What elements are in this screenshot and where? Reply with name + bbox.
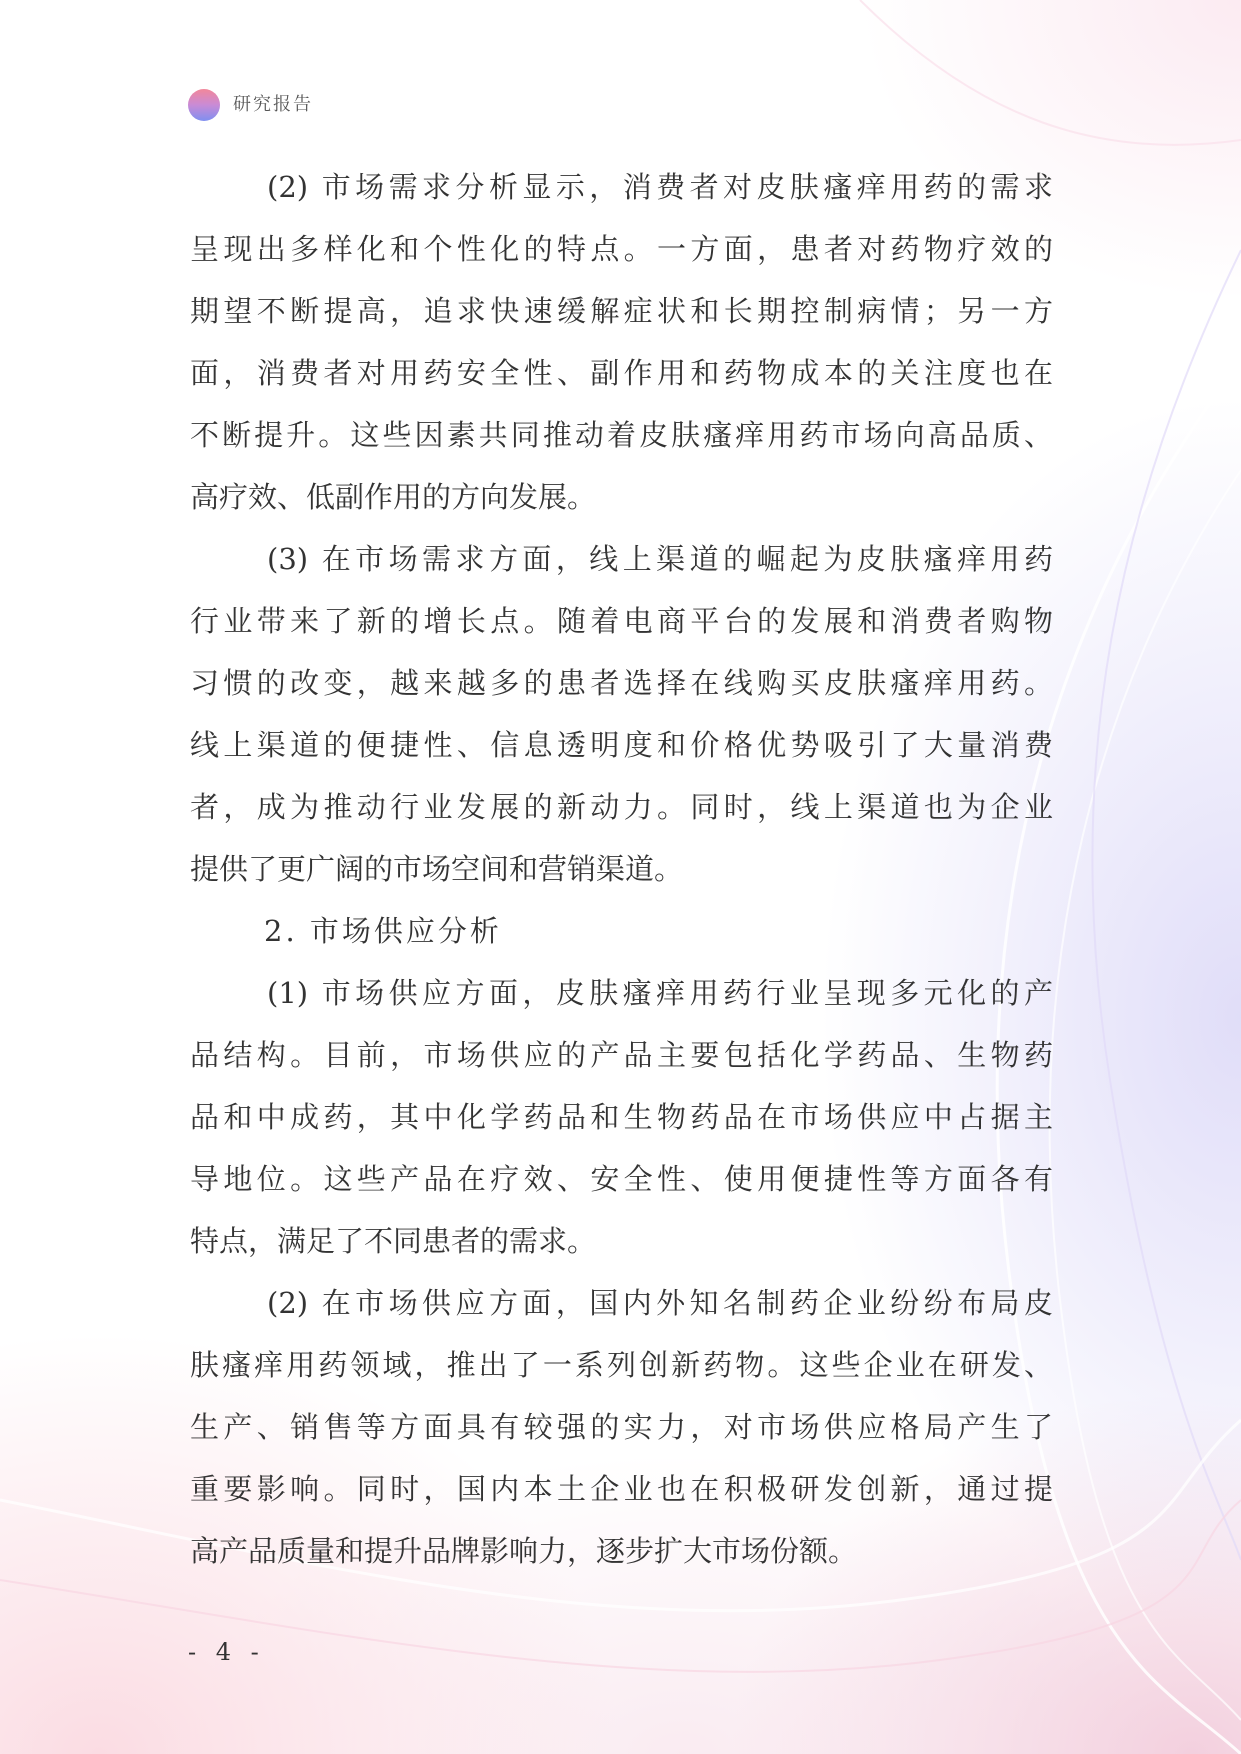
- header-title: 研究报告: [233, 94, 313, 115]
- text-line: 线上渠道的便捷性、信息透明度和价格优势吸引了大量消费: [190, 728, 1053, 762]
- text-line: 高疗效、低副作用的方向发展。: [190, 480, 597, 514]
- section-heading: 2. 市场供应分析: [264, 914, 502, 948]
- text-line: 生产、销售等方面具有较强的实力，对市场供应格局产生了: [190, 1410, 1053, 1444]
- text-line: 期望不断提高，追求快速缓解症状和长期控制病情；另一方: [190, 294, 1053, 328]
- text-line: (2) 在市场供应方面，国内外知名制药企业纷纷布局皮: [267, 1286, 1053, 1320]
- paragraph: [190, 528, 1053, 900]
- text-line: (1) 市场供应方面，皮肤瘙痒用药行业呈现多元化的产: [267, 976, 1053, 1010]
- text-line: (2) 市场需求分析显示，消费者对皮肤瘙痒用药的需求: [267, 170, 1053, 204]
- text-line: 呈现出多样化和个性化的特点。一方面，患者对药物疗效的: [190, 232, 1053, 266]
- text-line: 提供了更广阔的市场空间和营销渠道。: [190, 852, 684, 886]
- text-line: 特点，满足了不同患者的需求。: [190, 1224, 597, 1258]
- text-line: (3) 在市场需求方面，线上渠道的崛起为皮肤瘙痒用药: [267, 542, 1053, 576]
- paragraph: [190, 156, 1053, 528]
- text-line: 肤瘙痒用药领域，推出了一系列创新药物。这些企业在研发、: [190, 1348, 1053, 1382]
- text-line: 高产品质量和提升品牌影响力，逐步扩大市场份额。: [190, 1534, 858, 1568]
- page-number: - 4 -: [188, 1638, 265, 1666]
- report-logo-icon: [188, 89, 220, 121]
- paragraph: [190, 1272, 1053, 1582]
- text-line: 不断提升。这些因素共同推动着皮肤瘙痒用药市场向高品质、: [190, 418, 1053, 452]
- paragraph: [190, 962, 1053, 1272]
- body-text: [190, 156, 1053, 1582]
- text-line: 品结构。目前，市场供应的产品主要包括化学药品、生物药: [190, 1038, 1053, 1072]
- text-line: 品和中成药，其中化学药品和生物药品在市场供应中占据主: [190, 1100, 1053, 1134]
- text-line: 习惯的改变，越来越多的患者选择在线购买皮肤瘙痒用药。: [190, 666, 1053, 700]
- text-line: 行业带来了新的增长点。随着电商平台的发展和消费者购物: [190, 604, 1053, 638]
- text-line: 重要影响。同时，国内本土企业也在积极研发创新，通过提: [190, 1472, 1053, 1506]
- text-line: 面，消费者对用药安全性、副作用和药物成本的关注度也在: [190, 356, 1053, 390]
- text-line: 者，成为推动行业发展的新动力。同时，线上渠道也为企业: [190, 790, 1053, 824]
- text-line: 导地位。这些产品在疗效、安全性、使用便捷性等方面各有: [190, 1162, 1053, 1196]
